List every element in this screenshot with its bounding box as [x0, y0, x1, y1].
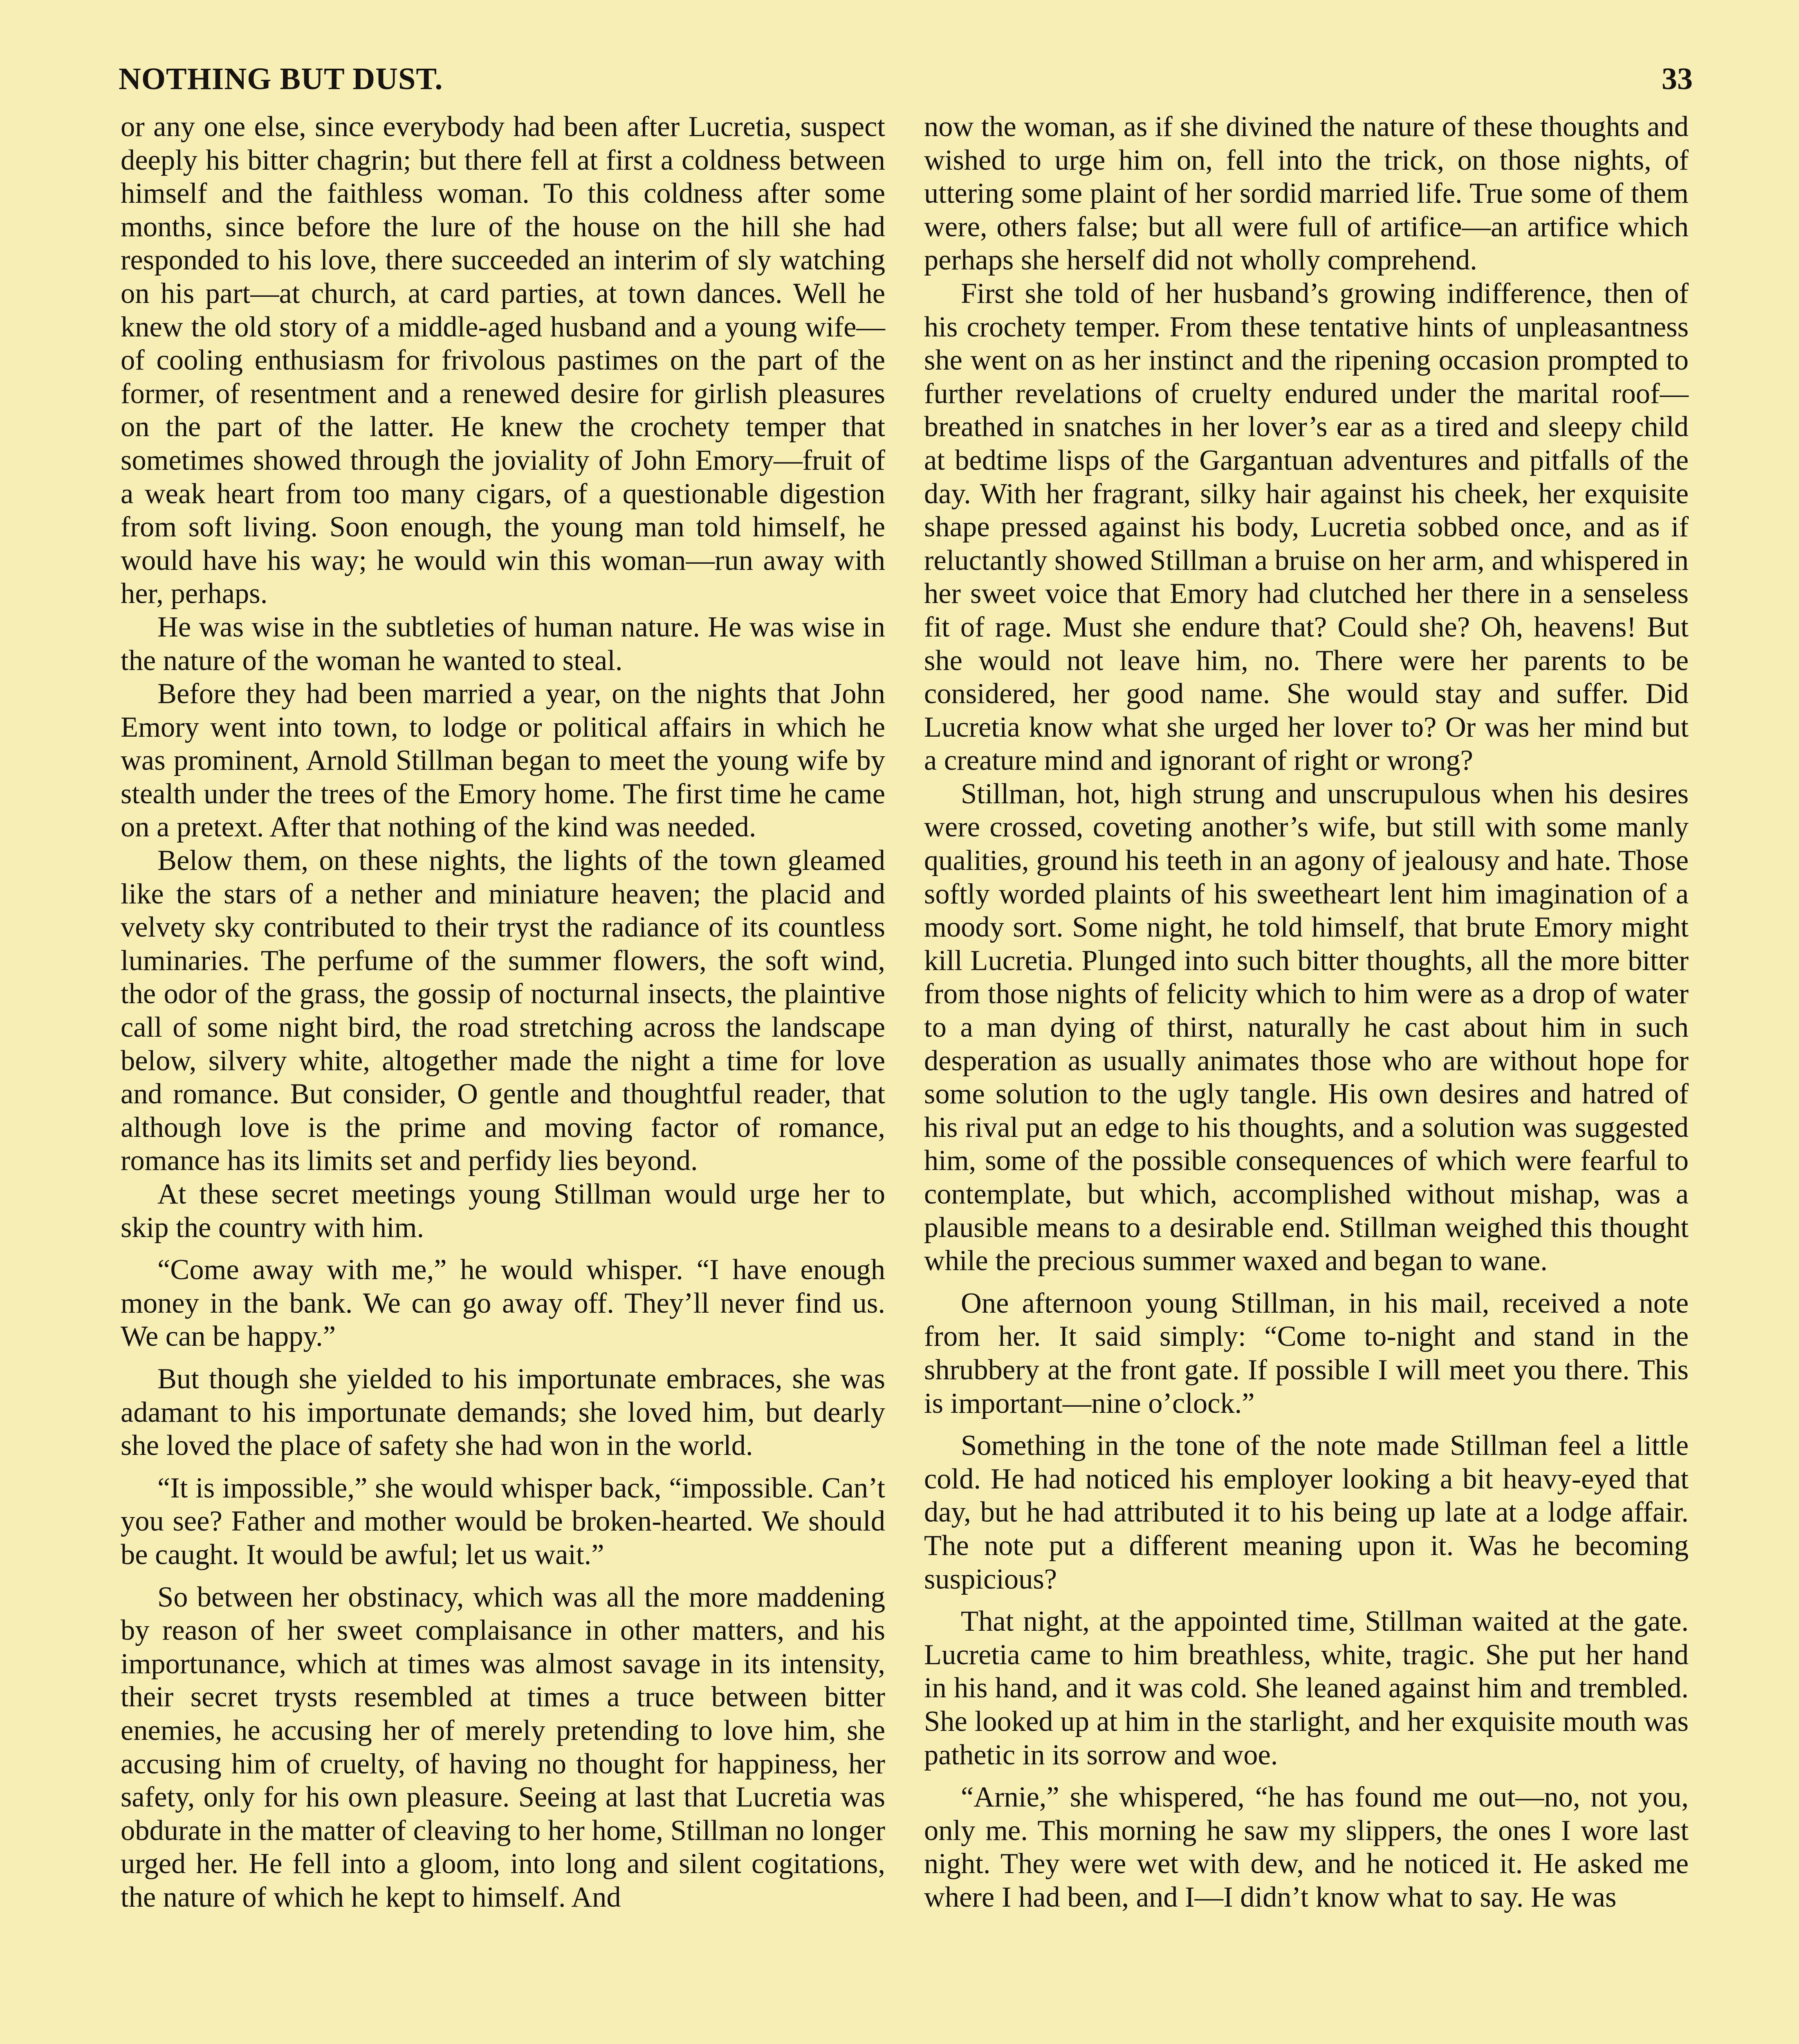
paragraph: now the woman, as if she divined the nature of these thoughts and wished to urge him on, fell into the trick, on those nights, of uttering some plaint of her sordid married life. True some of them were, others false; but all were full of artifice—an artifice which perhaps she herself did not wholly comprehend. [924, 111, 1689, 276]
paragraph: “Come away with me,” he would whisper. “I have enough money in the bank. We can go away off. They’ll never find us. We can be happy.” [121, 1254, 885, 1353]
paragraph: At these secret meetings young Stillman would urge her to skip the country with him. [121, 1178, 885, 1244]
running-head-title: NOTHING BUT DUST. [119, 62, 443, 96]
paragraph: “It is impossible,” she would whisper back, “impossible. Can’t you see? Father and mother would be broken-hearted. We should be caught. It would be awful; let us wait.” [121, 1472, 885, 1571]
paragraph: First she told of her husband’s growing indifference, then of his crochety temper. From these tentative hints of unpleasantness she went on as her instinct and the ripening occasion prompted to further revelations of cruelty endured under the marital roof—breathed in snatches in her lover’s ear as a tired and sleepy child at bedtime lisps of the Gargantuan adventures and pitfalls of the day. With her fragrant, silky hair against his cheek, her exquisite shape pressed against his body, Lucretia sobbed once, and as if reluctantly showed Stillman a bruise on her arm, and whispered in her sweet voice that Emory had clutched her there in a senseless fit of rage. Must she endure that? Could she? Oh, heavens! But she would not leave him, no. There were her parents to be considered, her good name. She would stay and suffer. Did Lucretia know what she urged her lover to? Or was her mind but a creature mind and ignorant of right or wrong? [924, 277, 1689, 777]
paragraph: Before they had been married a year, on the nights that John Emory went into town, to lodge or political affairs in which he was prominent, Arnold Stillman began to meet the young wife by stealth under the trees of the Emory home. The first time he came on a pretext. After that nothing of the kind was needed. [121, 678, 885, 843]
paragraph: or any one else, since everybody had been after Lucretia, suspect deeply his bitter chagrin; but there fell at first a coldness between himself and the faithless woman. To this coldness after some months, since before the lure of the house on the hill she had responded to his love, there succeeded an interim of sly watching on his part—at church, at card parties, at town dances. Well he knew the old story of a middle-aged husband and a young wife—of cooling enthusiasm for frivolous pastimes on the part of the former, of resentment and a renewed desire for girlish pleasures on the part of the latter. He knew the crochety temper that sometimes showed through the joviality of John Emory—fruit of a weak heart from too many cigars, of a questionable digestion from soft living. Soon enough, the young man told himself, he would have his way; he would win this woman—run away with her, perhaps. [121, 111, 885, 610]
left-column [121, 110, 885, 1914]
paragraph: He was wise in the subtleties of human nature. He was wise in the nature of the woman he wanted to steal. [121, 611, 885, 677]
paragraph: So between her obstinacy, which was all the more maddening by reason of her sweet complaisance in other matters, and his importunance, which at times was almost savage in its intensity, their secret trysts resembled at times a truce between bitter enemies, he accusing her of merely pretending to love him, she accusing him of cruelty, of having no thought for happiness, her safety, only for his own pleasure. Seeing at last that Lucretia was obdurate in the matter of cleaving to her home, Stillman no longer urged her. He fell into a gloom, into long and silent cogitations, the nature of which he kept to himself. And [121, 1581, 885, 1913]
running-head [119, 61, 1693, 106]
paragraph: One afternoon young Stillman, in his mail, received a note from her. It said simply: “Come to-night and stand in the shrubbery at the front gate. If possible I will meet you there. This is important—nine o’clock.” [924, 1287, 1689, 1419]
paragraph: Stillman, hot, high strung and unscrupulous when his desires were crossed, coveting another’s wife, but still with some manly qualities, ground his teeth in an agony of jealousy and hate. Those softly worded plaints of his sweetheart lent him imagination of a moody sort. Some night, he told himself, that brute Emory might kill Lucretia. Plunged into such bitter thoughts, all the more bitter from those nights of felicity which to him were as a drop of water to a man dying of thirst, naturally he cast about him in such desperation as usually animates those who are without hope for some solution to the ugly tangle. His own desires and hatred of his rival put an edge to his thoughts, and a solution was suggested him, some of the possible consequences of which were fearful to contemplate, but which, accomplished without mishap, was a plausible means to a desirable end. Stillman weighed this thought while the precious summer waxed and began to wane. [924, 778, 1689, 1277]
paragraph: That night, at the appointed time, Stillman waited at the gate. Lucretia came to him breathless, white, tragic. She put her hand in his hand, and it was cold. She leaned against him and trembled. She looked up at him in the starlight, and her exquisite mouth was pathetic in its sorrow and woe. [924, 1605, 1689, 1771]
page-number: 33 [1662, 62, 1693, 96]
paragraph: “Arnie,” she whispered, “he has found me out—no, not you, only me. This morning he saw my slippers, the ones I wore last night. They were wet with dew, and he noticed it. He asked me where I had been, and I—I didn’t know what to say. He was [924, 1781, 1689, 1913]
paragraph: Below them, on these nights, the lights of the town gleamed like the stars of a nether and miniature heaven; the placid and velvety sky contributed to their tryst the radiance of its countless luminaries. The perfume of the summer flowers, the soft wind, the odor of the grass, the gossip of nocturnal insects, the plaintive call of some night bird, the road stretching across the landscape below, silvery white, altogether made the night a time for love and romance. But consider, O gentle and thoughtful reader, that although love is the prime and moving factor of romance, romance has its limits set and perfidy lies beyond. [121, 845, 885, 1177]
right-column [924, 110, 1689, 1914]
paragraph: Something in the tone of the note made Stillman feel a little cold. He had noticed his employer looking a bit heavy-eyed that day, but he had attributed it to his being up late at a lodge affair. The note put a different meaning upon it. Was he becoming suspicious? [924, 1430, 1689, 1595]
paragraph: But though she yielded to his importunate embraces, she was adamant to his importunate demands; she loved him, but dearly she loved the place of safety she had won in the world. [121, 1363, 885, 1462]
